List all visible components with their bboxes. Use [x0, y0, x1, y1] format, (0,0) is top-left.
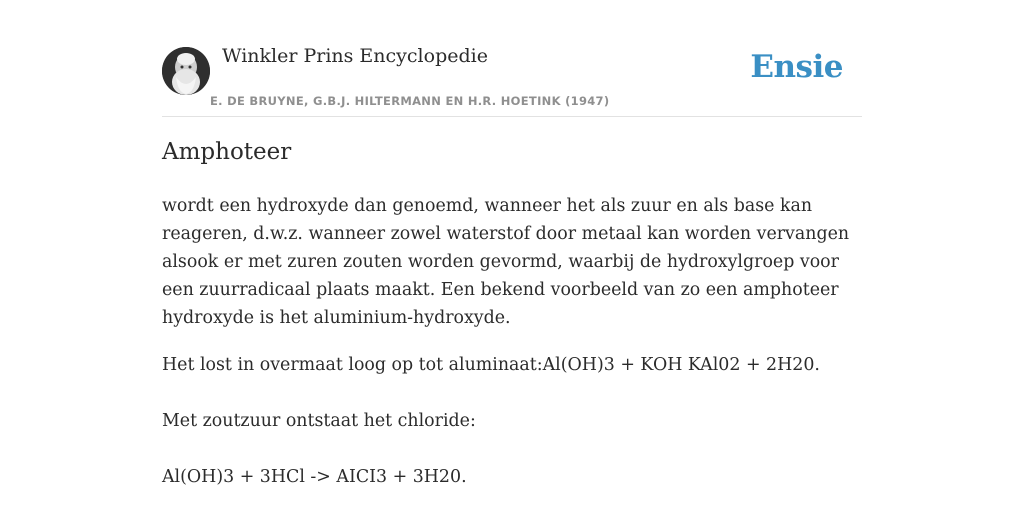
page [162, 0, 862, 512]
article-paragraph: Het lost in overmaat loog op tot aluminaat:Al(OH)3 + KOH KAl02 + 2H20. [162, 355, 820, 375]
article-paragraph: Met zoutzuur ontstaat het chloride: [162, 411, 476, 431]
article-paragraph: wordt een hydroxyde dan genoemd, wanneer het als zuur en als base kan reageren, d.w.z. wanneer zowel waterstof door metaal kan worden vervangen alsook er met zuren zouten worden gevormd, waarbij de hydroxylgroep voor een zuurradicaal plaats maakt. Een bekend voorbeeld van zo een amphoteer hydroxyde is het aluminium-hydroxyde. [162, 196, 850, 328]
encyclopedia-title[interactable]: Winkler Prins Encyclopedie [222, 45, 488, 67]
authors-line: E. DE BRUYNE, G.B.J. HILTERMANN EN H.R. HOETINK (1947) [210, 94, 610, 108]
article-paragraph: Al(OH)3 + 3HCl -> AICI3 + 3H20. [162, 467, 467, 487]
brand-logo-link[interactable]: Ensie [750, 49, 843, 85]
header [162, 0, 862, 117]
author-portrait-icon [162, 47, 210, 95]
avatar[interactable] [162, 47, 210, 95]
article-title: Amphoteer [162, 139, 292, 165]
